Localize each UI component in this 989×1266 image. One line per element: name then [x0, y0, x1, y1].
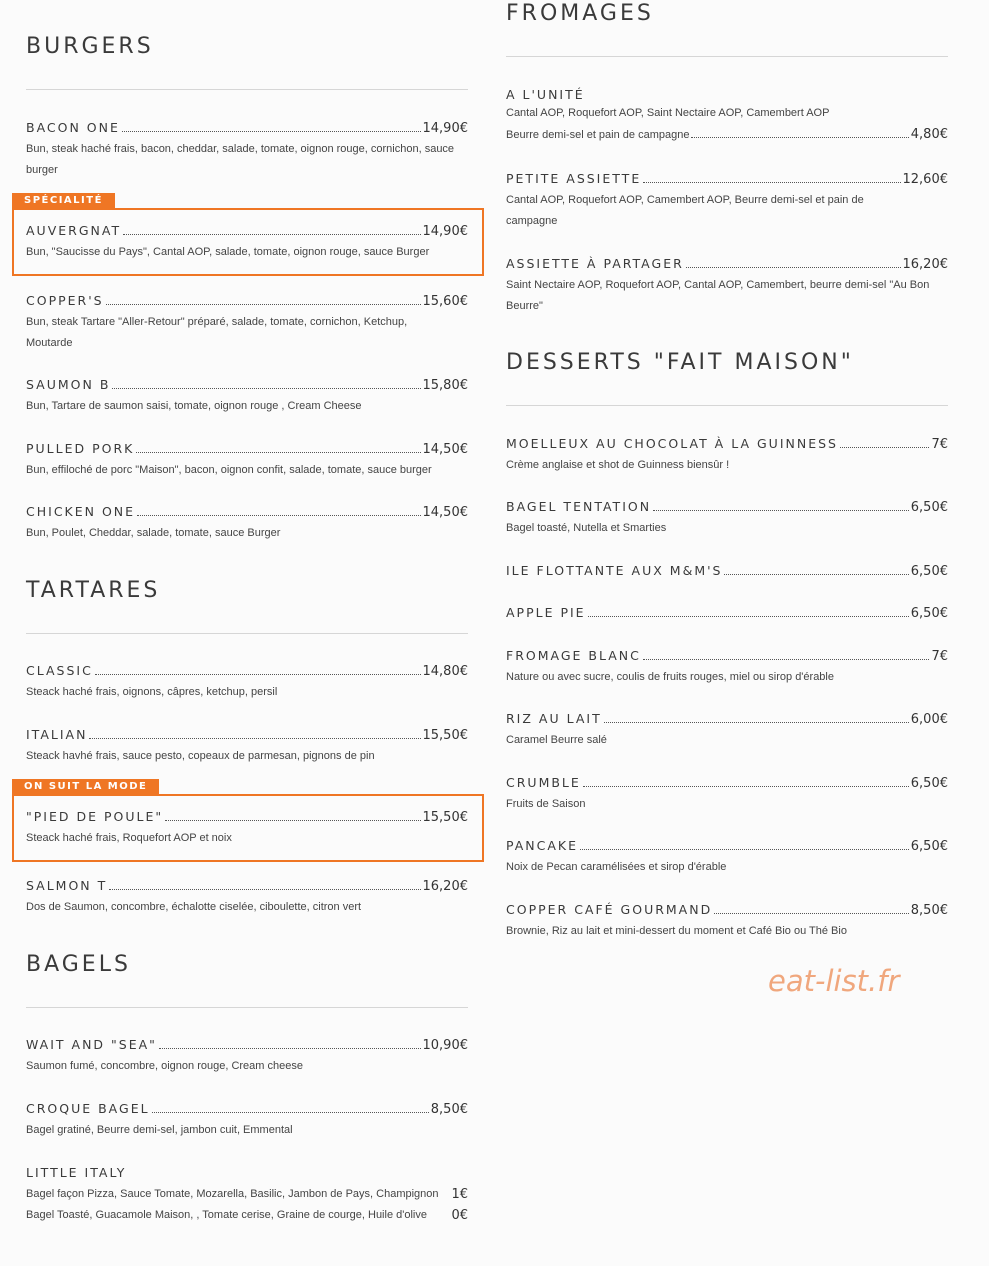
- menu-item: [506, 563, 948, 579]
- dot-leader: [580, 848, 909, 850]
- item-price: 14,50€: [422, 505, 468, 520]
- item-name: PETITE ASSIETTE: [506, 171, 642, 186]
- menu-item: [26, 120, 468, 181]
- item-name: CRUMBLE: [506, 775, 581, 790]
- menu-item: [506, 87, 948, 145]
- burgers-section: [26, 34, 468, 60]
- item-price: 6,50€: [910, 839, 948, 854]
- dot-leader: [643, 181, 900, 183]
- menu-item: [506, 711, 948, 751]
- menu-item: [26, 809, 468, 849]
- menu-item: [506, 499, 948, 539]
- dot-leader: [95, 673, 421, 675]
- item-description: Cantal AOP, Roquefort AOP, Camembert AOP, Beurre demi-sel et pain de campagne: [506, 194, 864, 227]
- item-description: Crème anglaise et shot de Guinness biensûr !: [506, 459, 730, 471]
- menu-item: [506, 838, 948, 878]
- specialty-badge: SPÉCIALITÉ: [12, 193, 115, 209]
- item-description: Beurre demi-sel et pain de campagne: [506, 129, 690, 141]
- item-name: SALMON T: [26, 878, 108, 893]
- dot-leader: [106, 303, 421, 305]
- item-description: Bun, "Saucisse du Pays", Cantal AOP, salade, tomate, oignon rouge, sauce Burger: [26, 246, 430, 258]
- item-price: 14,90€: [422, 224, 468, 239]
- item-price: 10,90€: [422, 1038, 468, 1053]
- item-description: Bagel façon Pizza, Sauce Tomate, Mozarella, Basilic, Jambon de Pays, Champignon: [26, 1188, 439, 1200]
- divider: [506, 56, 948, 57]
- item-price: 15,60€: [422, 294, 468, 309]
- divider: [26, 89, 468, 90]
- dot-leader: [691, 136, 908, 138]
- menu-item: [26, 441, 468, 481]
- item-description: Fruits de Saison: [506, 798, 586, 810]
- item-name: ILE FLOTTANTE AUX M&M'S: [506, 563, 723, 578]
- section-title: BURGERS: [26, 34, 154, 59]
- item-name: CLASSIC: [26, 663, 93, 678]
- item-price: 8,50€: [430, 1102, 468, 1117]
- item-description: Bun, steak haché frais, bacon, cheddar, salade, tomate, oignon rouge, cornichon, sauce burger: [26, 143, 455, 176]
- menu-item: [26, 1101, 468, 1141]
- item-price: 1€: [451, 1187, 468, 1202]
- item-description: Bun, steak Tartare "Aller-Retour" préparé, salade, tomate, cornichon, Ketchup, Moutarde: [26, 316, 408, 349]
- item-name: PULLED PORK: [26, 441, 135, 456]
- item-price: 14,90€: [422, 121, 468, 136]
- item-price: 7€: [931, 437, 948, 452]
- item-description: Nature ou avec sucre, coulis de fruits rouges, miel ou sirop d'érable: [506, 671, 834, 683]
- item-name: FROMAGE BLANC: [506, 648, 641, 663]
- section-title: BAGELS: [26, 952, 131, 977]
- item-name: PANCAKE: [506, 838, 579, 853]
- item-description: Bun, Tartare de saumon saisi, tomate, oignon rouge , Cream Cheese: [26, 400, 362, 412]
- item-price: 4,80€: [910, 127, 948, 142]
- item-description: Caramel Beurre salé: [506, 734, 607, 746]
- item-description: Steack havhé frais, sauce pesto, copeaux de parmesan, pignons de pin: [26, 750, 375, 762]
- description-line: [506, 103, 948, 124]
- item-price: 6,50€: [910, 776, 948, 791]
- dot-leader: [588, 615, 909, 617]
- item-description: Bagel toasté, Nutella et Smarties: [506, 522, 667, 534]
- item-price: 6,50€: [910, 500, 948, 515]
- item-name: LITTLE ITALY: [26, 1165, 127, 1180]
- item-price: 8,50€: [910, 903, 948, 918]
- section-title: DESSERTS "FAIT MAISON": [506, 350, 854, 375]
- item-name: ASSIETTE À PARTAGER: [506, 256, 684, 271]
- item-price: 16,20€: [902, 257, 948, 272]
- item-description: Noix de Pecan caramélisées et sirop d'érable: [506, 861, 727, 873]
- item-description: Bagel gratiné, Beurre demi-sel, jambon cuit, Emmental: [26, 1124, 293, 1136]
- menu-item: [26, 663, 468, 703]
- item-description: Dos de Saumon, concombre, échalotte ciselée, ciboulette, citron vert: [26, 901, 362, 913]
- item-name: COPPER'S: [26, 293, 104, 308]
- divider: [506, 405, 948, 406]
- dot-leader: [604, 721, 909, 723]
- description-line: [26, 1184, 468, 1205]
- item-price: 7€: [931, 649, 948, 664]
- menu-item: [26, 504, 468, 544]
- menu-item: [26, 727, 468, 767]
- menu-item: [26, 293, 468, 354]
- menu-item: [26, 1165, 468, 1226]
- dot-leader: [583, 785, 909, 787]
- item-description: Brownie, Riz au lait et mini-dessert du moment et Café Bio ou Thé Bio: [506, 925, 847, 937]
- item-price: 15,50€: [422, 810, 468, 825]
- item-name: A L'UNITÉ: [506, 87, 585, 102]
- item-name: APPLE PIE: [506, 605, 586, 620]
- item-name: CHICKEN ONE: [26, 504, 136, 519]
- item-name: WAIT AND "SEA": [26, 1037, 157, 1052]
- dot-leader: [123, 233, 420, 235]
- dot-leader: [112, 387, 420, 389]
- dot-leader: [643, 658, 930, 660]
- item-name: CROQUE BAGEL: [26, 1101, 150, 1116]
- tartares-section: [26, 578, 468, 604]
- menu-item: [506, 256, 948, 317]
- menu-item: [26, 1037, 468, 1077]
- item-description: Bun, Poulet, Cheddar, salade, tomate, sauce Burger: [26, 527, 281, 539]
- menu-item: [506, 436, 948, 476]
- item-price: 0€: [451, 1208, 468, 1223]
- dot-leader: [686, 266, 901, 268]
- item-price: 6,00€: [910, 712, 948, 727]
- dot-leader: [137, 514, 420, 516]
- item-name: AUVERGNAT: [26, 223, 122, 238]
- section-title: FROMAGES: [506, 1, 654, 26]
- item-price: 14,50€: [422, 442, 468, 457]
- item-description: Saint Nectaire AOP, Roquefort AOP, Cantal AOP, Camembert, beurre demi-sel "Au Bon Beurre": [506, 279, 930, 312]
- dot-leader: [89, 737, 420, 739]
- dot-leader: [122, 130, 421, 132]
- bagels-section: [26, 952, 468, 978]
- item-description: Steack haché frais, Roquefort AOP et noix: [26, 832, 232, 844]
- item-price: 6,50€: [910, 606, 948, 621]
- divider: [26, 633, 468, 634]
- dot-leader: [165, 819, 420, 821]
- section-title: TARTARES: [26, 578, 161, 603]
- item-price: 14,80€: [422, 664, 468, 679]
- menu-item: [26, 377, 468, 417]
- menu-item: [506, 171, 948, 232]
- item-description: Bagel Toasté, Guacamole Maison, , Tomate cerise, Graine de courge, Huile d'olive: [26, 1209, 427, 1221]
- item-name: "PIED DE POULE": [26, 809, 164, 824]
- item-description: Saumon fumé, concombre, oignon rouge, Cream cheese: [26, 1060, 303, 1072]
- dot-leader: [653, 509, 909, 511]
- item-description: Steack haché frais, oignons, câpres, ketchup, persil: [26, 686, 278, 698]
- item-price: 12,60€: [902, 172, 948, 187]
- item-name: SAUMON B: [26, 377, 111, 392]
- item-description: Bun, effiloché de porc "Maison", bacon, oignon confit, salade, tomate, sauce burger: [26, 464, 432, 476]
- divider: [26, 1007, 468, 1008]
- dot-leader: [724, 573, 908, 575]
- fromages-section: [506, 1, 948, 27]
- dot-leader: [136, 451, 420, 453]
- watermark: eat-list.fr: [768, 964, 900, 998]
- menu-item: [506, 902, 948, 942]
- item-name: COPPER CAFÉ GOURMAND: [506, 902, 713, 917]
- dot-leader: [714, 912, 909, 914]
- menu-item: [26, 223, 468, 263]
- item-price: 15,80€: [422, 378, 468, 393]
- item-price: 6,50€: [910, 564, 948, 579]
- dot-leader: [159, 1047, 421, 1049]
- item-name: MOELLEUX AU CHOCOLAT À LA GUINNESS: [506, 436, 838, 451]
- desserts-section: [506, 350, 948, 376]
- dot-leader: [840, 446, 929, 448]
- item-price: 15,50€: [422, 728, 468, 743]
- trend-badge: ON SUIT LA MODE: [12, 779, 159, 795]
- description-line: [26, 1205, 468, 1226]
- menu-item: [506, 605, 948, 621]
- dot-leader: [109, 888, 420, 890]
- menu-item: [506, 648, 948, 688]
- menu-item: [26, 878, 468, 918]
- item-name: ITALIAN: [26, 727, 88, 742]
- item-name: BAGEL TENTATION: [506, 499, 652, 514]
- item-description: Cantal AOP, Roquefort AOP, Saint Nectaire AOP, Camembert AOP: [506, 107, 830, 119]
- item-name: RIZ AU LAIT: [506, 711, 602, 726]
- item-price: 16,20€: [422, 879, 468, 894]
- description-line: [506, 124, 948, 145]
- item-name: BACON ONE: [26, 120, 120, 135]
- dot-leader: [152, 1111, 429, 1113]
- menu-item: [506, 775, 948, 815]
